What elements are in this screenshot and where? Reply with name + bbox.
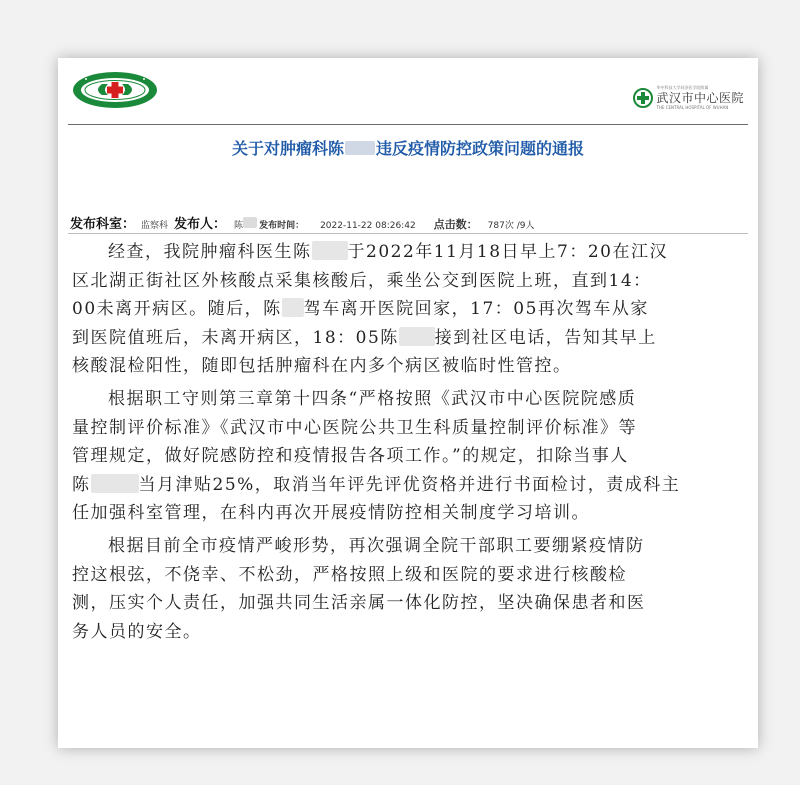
header-divider (68, 124, 748, 125)
body-line: 任加强科室管理，在科内再次开展疫情防控相关制度学习培训。 (72, 503, 590, 524)
redacted-name (399, 327, 435, 346)
body-line: 陈 当月津贴25%，取消当年评先评优资格并进行书面检讨，责成科主 (72, 474, 681, 495)
body-line: 经查，我院肿瘤科医生陈 于2022年11月18日早上7：20在江汉 (108, 242, 668, 262)
redacted-name (312, 241, 348, 260)
body-line: 到医院值班后，未离开病区，18：05陈 接到社区电话，告知其早上 (72, 327, 657, 348)
hospital-english-name: THE CENTRAL HOSPITAL OF WUHAN (656, 105, 729, 110)
body-line: 根据目前全市疫情严峻形势，再次强调全院干部职工要绷紧疫情防 (108, 535, 645, 556)
title-text-part1: 关于对肿瘤科陈 (231, 139, 344, 158)
body-line: 测，压实个人责任，加强共同生活亲属一体化防控，坚决确保患者和医 (72, 593, 646, 614)
dept-value: 监察科 (141, 221, 169, 231)
publisher-value: 陈 (234, 221, 244, 231)
body-line: 00未离开病区。随后，陈 驾车离开医院回家，17：05再次驾车从家 (72, 299, 649, 320)
hospital-logo (72, 71, 158, 113)
body-line: 根据职工守则第三章第十四条“严格按照《武汉市中心医院院感质 (108, 388, 637, 409)
dept-label: 发布科室： (70, 217, 136, 232)
body-line: 量控制评价标准》《武汉市中心医院公共卫生科质量控制评价标准》等 (72, 417, 637, 438)
notice-body (72, 238, 744, 646)
redacted-name (282, 298, 304, 317)
publisher-label: 发布人： (174, 217, 227, 232)
redacted-name (345, 141, 375, 155)
body-line: 核酸混检阳性，随即包括肿瘤科在内多个病区被临时性管控。 (72, 356, 572, 377)
time-value: 2022-11-22 08:26:42 (320, 221, 416, 231)
title-text-part2: 违反疫情防控政策问题的通报 (376, 139, 585, 158)
body-line: 管理规定，做好院感防控和疫情报告各项工作。”的规定，扣除当事人 (72, 446, 629, 467)
hospital-subname: 华中科技大学同济医学院附属 (656, 85, 709, 90)
time-label: 发布时间： (259, 221, 305, 231)
letterhead (58, 58, 758, 123)
clicks-value: 787次 /9人 (487, 221, 535, 231)
body-line: 控这根弦，不侥幸、不松劲，严格按照上级和医院的要求进行核酸检 (72, 564, 627, 585)
redacted-publisher (243, 217, 257, 228)
body-line: 务人员的安全。 (72, 621, 202, 642)
redacted-name (91, 474, 139, 493)
body-line: 区北湖正街社区外核酸点采集核酸后，乘坐公交到医院上班，直到14： (72, 270, 652, 291)
hospital-emblem-block (633, 86, 744, 110)
publish-info (70, 213, 750, 232)
hospital-emblem-icon (633, 88, 653, 108)
document-page (58, 58, 758, 748)
clicks-label: 点击数： (433, 218, 478, 231)
meta-divider (68, 233, 748, 234)
hospital-name: 武汉市中心医院 (656, 91, 744, 105)
notice-title (58, 136, 758, 159)
